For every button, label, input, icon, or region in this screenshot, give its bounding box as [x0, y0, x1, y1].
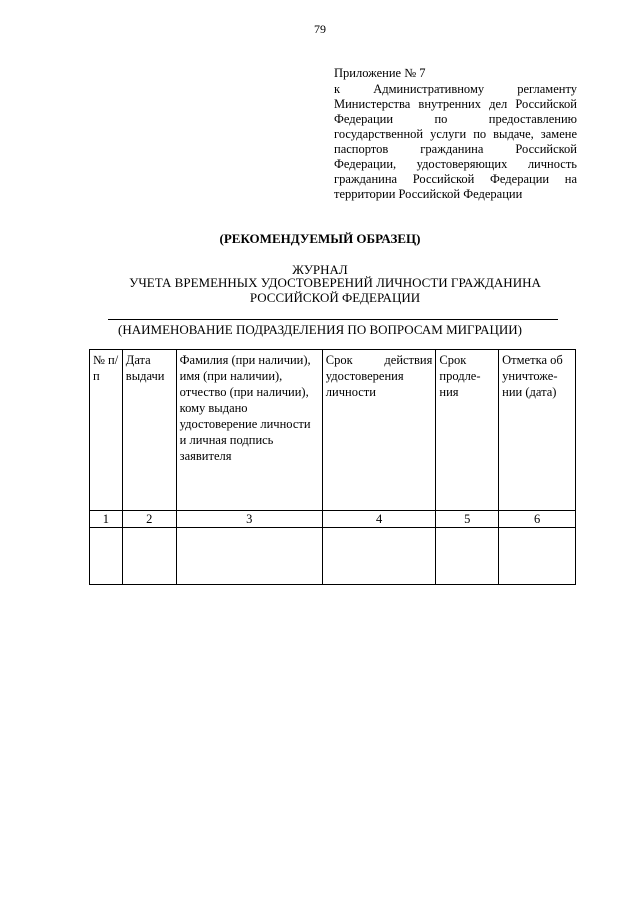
department-name-line: [108, 319, 558, 320]
column-number: 3: [176, 511, 322, 528]
journal-table: [89, 349, 576, 585]
column-number: 6: [499, 511, 576, 528]
annex-block: [334, 66, 577, 202]
table-header-row: [90, 350, 576, 511]
table-cell: [176, 528, 322, 585]
page-number: 79: [314, 22, 326, 36]
table-cell: [499, 528, 576, 585]
column-number: 5: [436, 511, 499, 528]
journal-subtitle: УЧЕТА ВРЕМЕННЫХ УДОСТОВЕРЕНИЙ ЛИЧНОСТИ ГРАЖДАНИНА РОССИЙСКОЙ ФЕДЕРАЦИИ: [129, 275, 541, 305]
table-cell: [90, 528, 123, 585]
table-row: [90, 528, 576, 585]
header-number: № п/п: [90, 350, 123, 511]
header-destruction-mark: Отметка об уничтоже-нии (дата): [499, 350, 576, 511]
header-full-name: Фамилия (при наличии), имя (при наличии), отчество (при наличии), кому выдано удостоверение личности и личная подпись заявителя: [176, 350, 322, 511]
annex-body: к Административному регламенту Министерства внутренних дел Российской Федерации по предоставлению государственной услуги по выдаче, замене паспортов гражданина Российской Федерации, удостоверяющих личность гражданина Российской Федерации на территории Российской Федерации: [334, 82, 577, 201]
column-number: 1: [90, 511, 123, 528]
table-cell: [322, 528, 436, 585]
column-number: 2: [122, 511, 176, 528]
header-issue-date: Дата выдачи: [122, 350, 176, 511]
header-extension: Срок продле-ния: [436, 350, 499, 511]
table-cell: [436, 528, 499, 585]
sample-label: (РЕКОМЕНДУЕМЫЙ ОБРАЗЕЦ): [219, 231, 421, 246]
table-numbering-row: [90, 511, 576, 528]
journal-title: ЖУРНАЛ: [292, 262, 348, 277]
column-number: 4: [322, 511, 436, 528]
annex-title: Приложение № 7: [334, 66, 426, 80]
department-caption: (НАИМЕНОВАНИЕ ПОДРАЗДЕЛЕНИЯ ПО ВОПРОСАМ МИГРАЦИИ): [118, 322, 522, 337]
table-cell: [122, 528, 176, 585]
header-validity: Срок действия удостоверения личности: [322, 350, 436, 511]
